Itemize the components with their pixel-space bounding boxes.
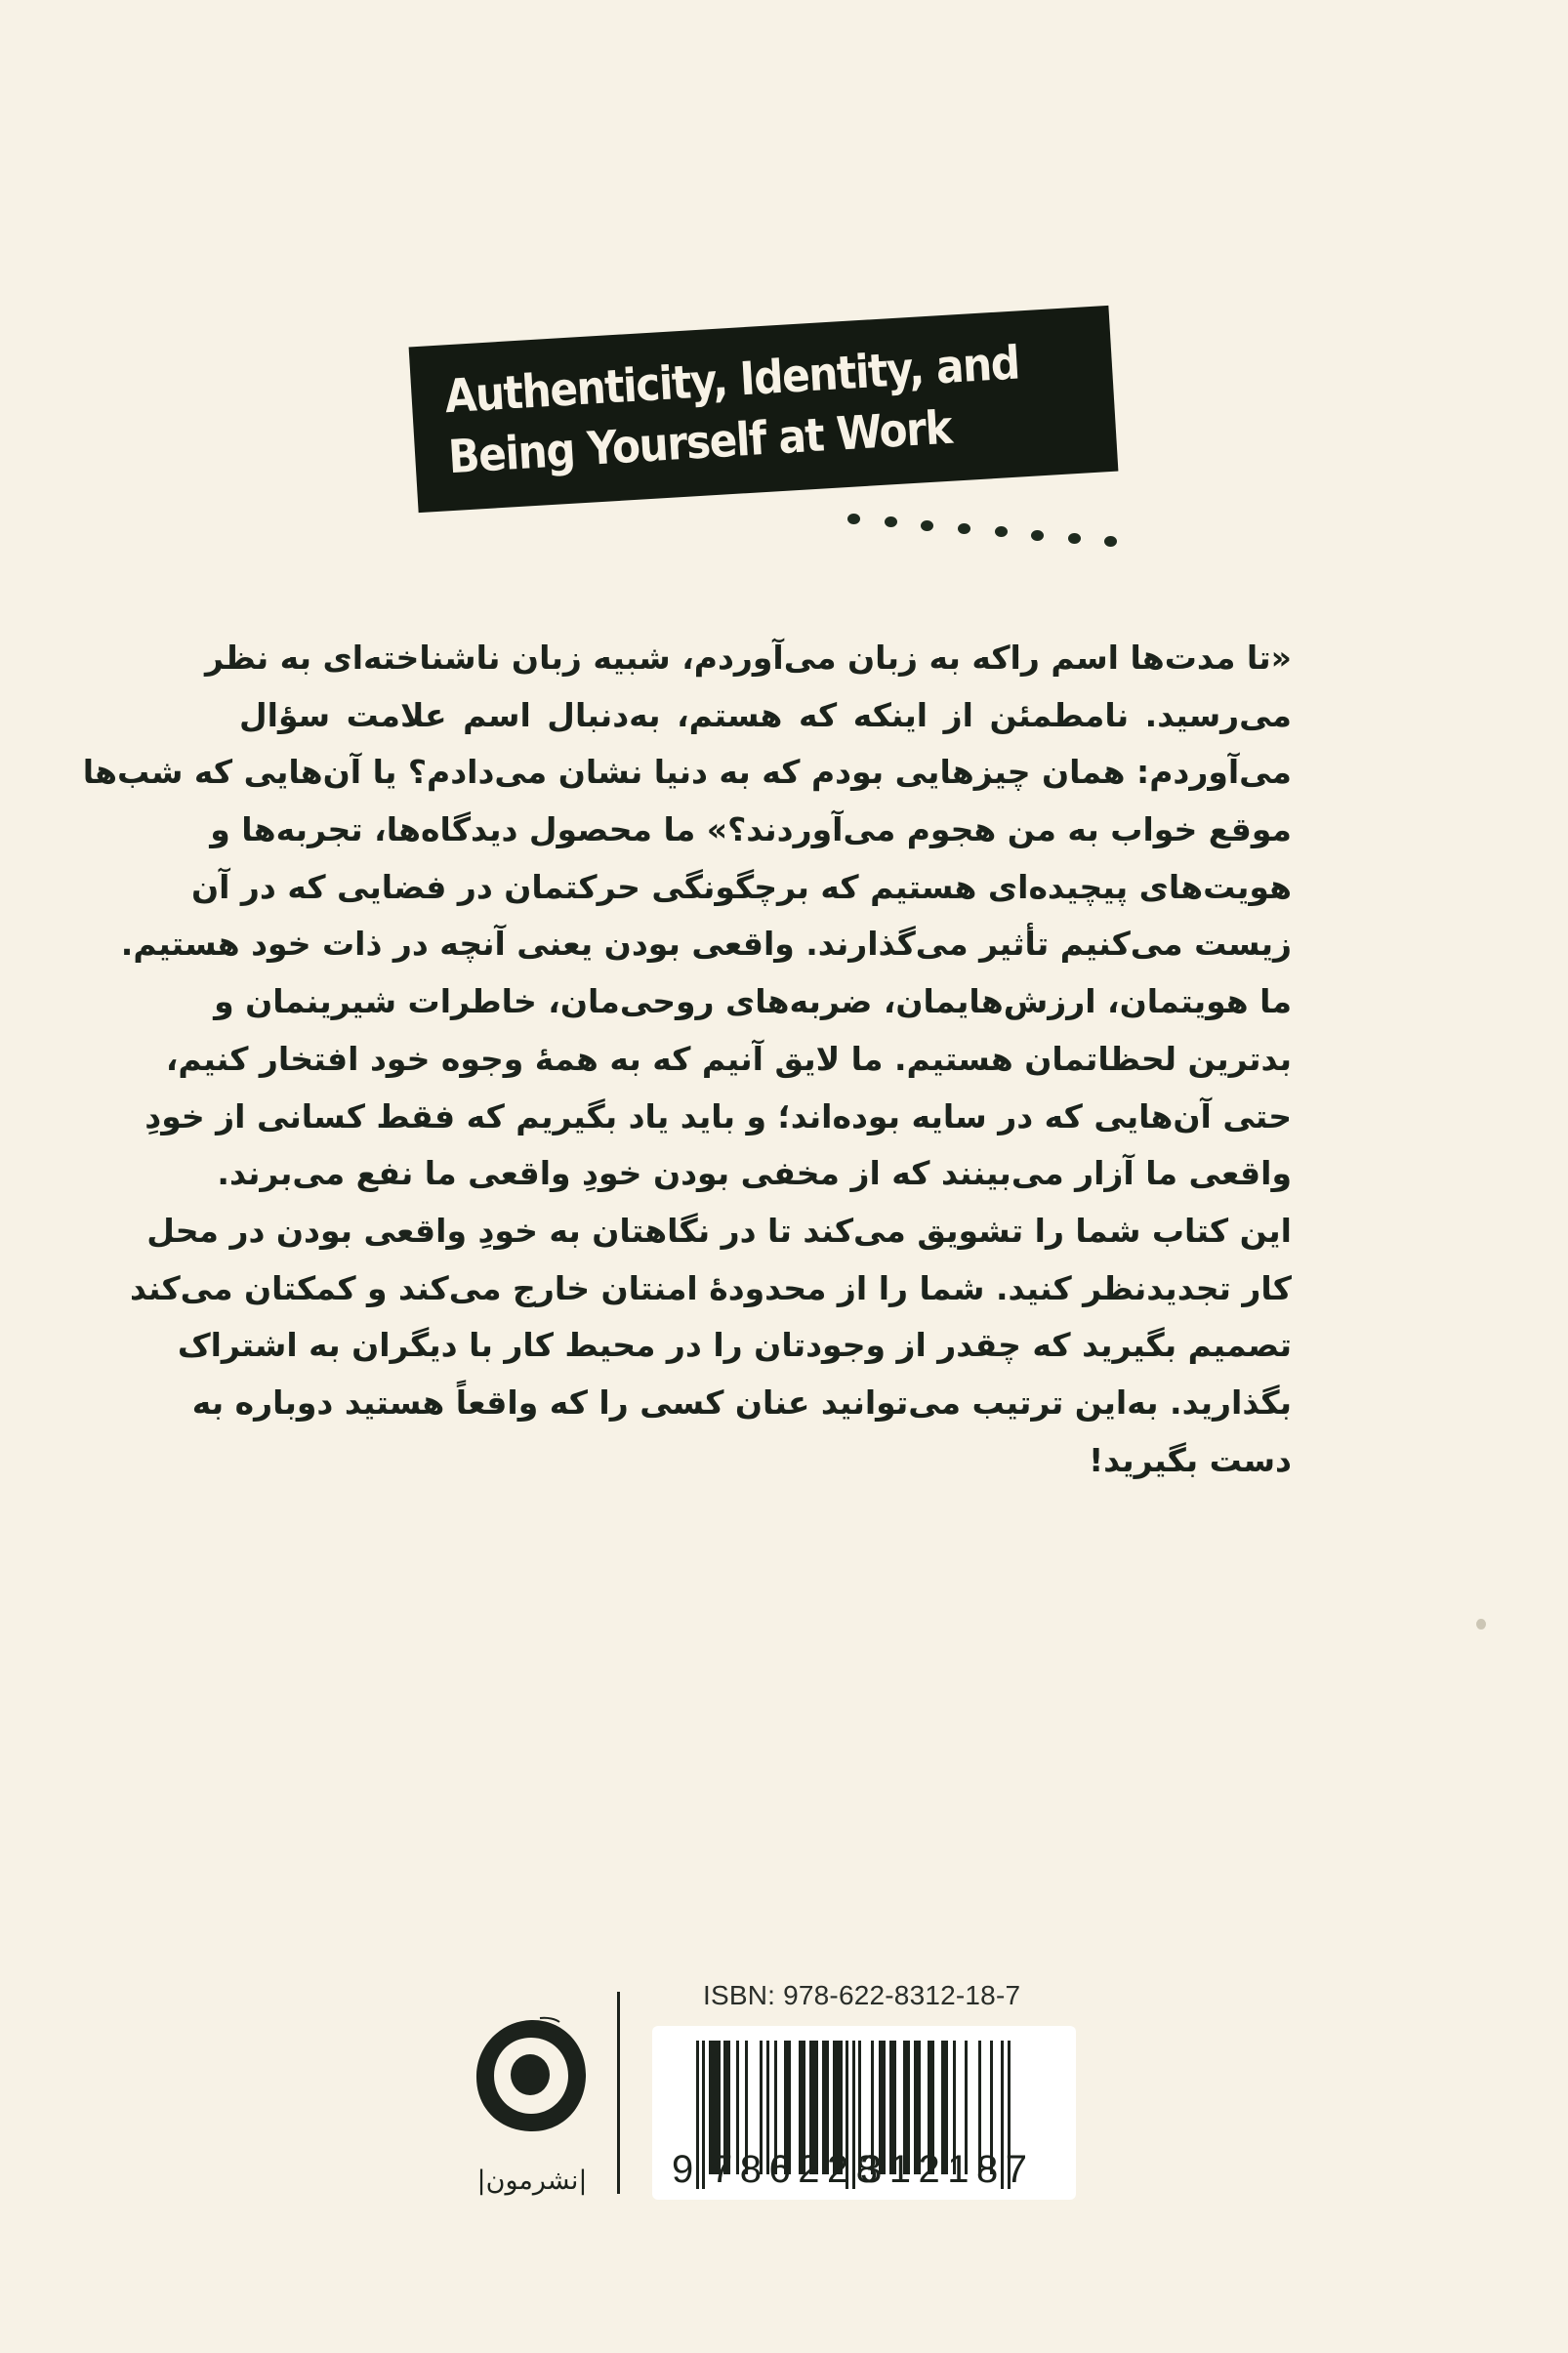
title-banner <box>409 306 1119 513</box>
blurb-line: می‌آوردم: همان چیزهایی بودم که به دنیا نشان می‌دادم؟ یا آن‌هایی که شب‌ها <box>82 753 1292 792</box>
paper-speck <box>1476 1619 1486 1630</box>
dot-icon <box>958 523 970 534</box>
blurb-line: کار تجدیدنظر کنید. شما را از محدودهٔ امنتان خارج می‌کند و کمکتان می‌کند <box>129 1268 1292 1307</box>
blurb-line: «تا مدت‌ها اسم راکه به زبان می‌آوردم، شبیه زبان ناشناخته‌ای به نظر <box>205 639 1292 677</box>
blurb-line: موقع خواب به من هجوم می‌آوردند؟» ما محصول دیدگاه‌ها، تجربه‌ها و <box>210 810 1292 849</box>
blurb-line: می‌رسید. نامطمئن از اینکه که هستم، به‌دنبال اسم علامت سؤال <box>239 695 1292 734</box>
publisher-name: |نشرمون| <box>476 2166 588 2196</box>
blurb-line: زیست می‌کنیم تأثیر می‌گذارند. واقعی بودن یعنی آنچه در ذات خود هستیم. <box>120 925 1292 964</box>
blurb-line: حتی آن‌هایی که در سایه بوده‌اند؛ و باید یاد بگیریم که فقط کسانی از خودِ <box>144 1096 1292 1135</box>
dot-icon <box>1104 536 1117 547</box>
blurb-line: این کتاب شما را تشویق می‌کند تا در نگاهتان به خودِ واقعی بودن در محل <box>146 1211 1292 1250</box>
blurb-line: واقعی ما آزار می‌بینند که از مخفی بودن خودِ واقعی ما نفع می‌برند. <box>217 1154 1292 1193</box>
blurb-line: بگذارید. به‌این ترتیب می‌توانید عنان کسی را که واقعاً هستید دوباره به <box>191 1383 1292 1422</box>
barcode-digits-right: 312187 <box>860 2148 1035 2191</box>
blurb-line: هویت‌های پیچیده‌ای هستیم که برچگونگی حرکتمان در فضایی که در آن <box>190 867 1292 906</box>
banner-title-line-2: Being Yourself at Work <box>446 400 953 485</box>
banner-title-line-1: Authenticity, Identity, and <box>443 336 1021 425</box>
blurb-line: بدترین لحظاتمان هستیم. ما لایق آنیم که به همهٔ وجوه خود افتخار کنیم، <box>165 1039 1292 1078</box>
back-cover-blurb <box>82 630 1292 1489</box>
dot-icon <box>1031 530 1044 541</box>
isbn-label: ISBN: 978-622-8312-18-7 <box>703 1980 1021 2010</box>
publisher-logo-icon <box>472 2016 591 2135</box>
vertical-divider <box>617 1992 620 2194</box>
blurb-line: ما هویتمان، ارزش‌هایمان، ضربه‌های روحی‌مان، خاطرات شیرینمان و <box>214 982 1292 1021</box>
dot-icon <box>847 514 860 524</box>
blurb-line: دست بگیرید! <box>1089 1440 1292 1479</box>
dot-icon <box>885 516 897 527</box>
dot-icon <box>921 520 933 531</box>
dot-icon <box>995 526 1008 537</box>
blurb-line: تصمیم بگیرید که چقدر از وجودتان را در محیط کار با دیگران به اشتراک <box>177 1326 1292 1365</box>
barcode-digits-left: 786228 <box>711 2148 886 2191</box>
barcode-digit-first: 9 <box>672 2148 694 2191</box>
dotted-line-decoration <box>846 512 1129 551</box>
dot-icon <box>1068 533 1081 544</box>
